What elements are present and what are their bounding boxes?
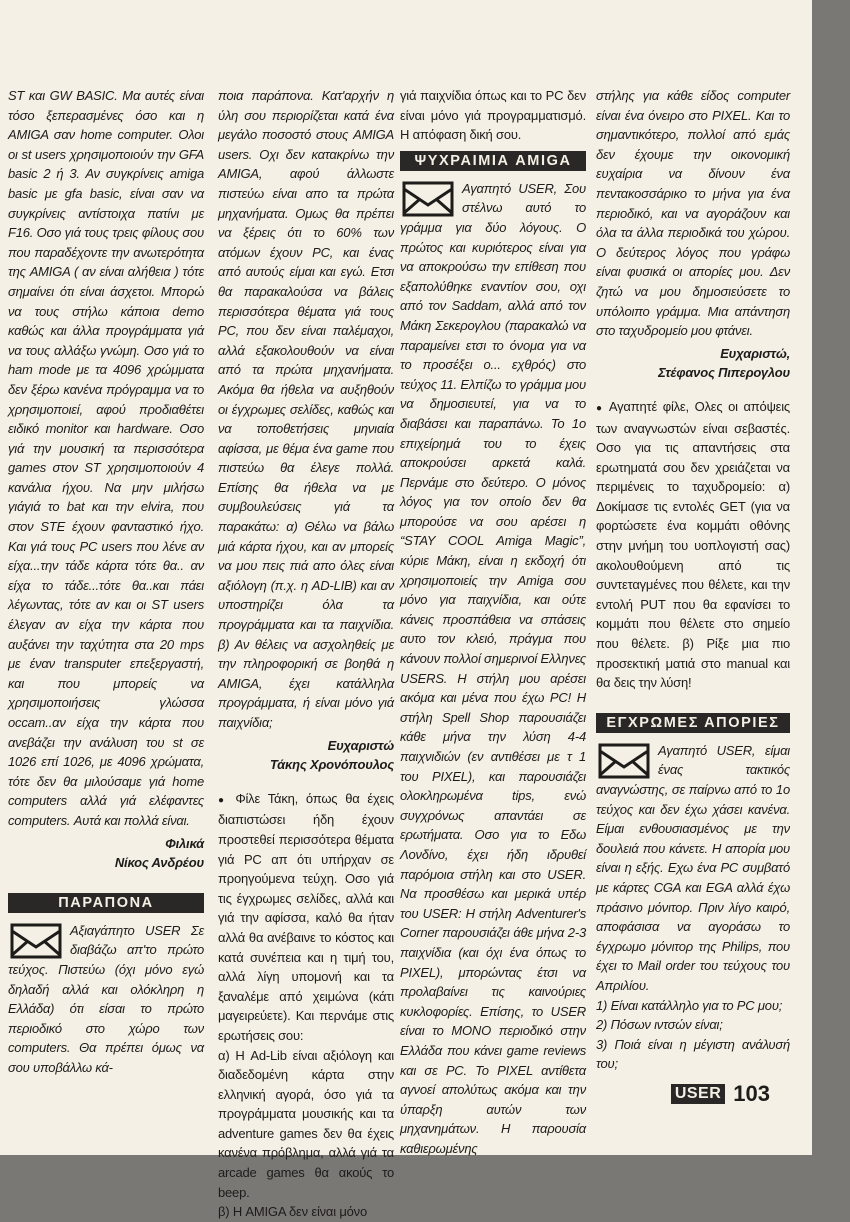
reply-text: γιά παιχνίδια όπως και το PC δεν είναι μόνο γιά προγραμματισμό. Η απόφαση δική σου. <box>400 88 586 143</box>
signature <box>596 344 790 383</box>
letter-text: ST και GW BASIC. Μα αυτές είναι τόσο ξεπερασμένες όσο και η AMIGA σαν home computer. Ολοι οι st users χρησιμοποιούν την GFA basic 2 ή 3. Αν συγκρίνεις amiga basic με gfa basic, είναι σαν να συγκρίνεις αντίστοιχα πατίνι με F16. Οσο γιά τους τρεις φίλους σου που παραδέχοντε την ανωτερότητα της AMIGA ( αν είναι αλήθεια ) τότε σημαίνει ότι είναι άσχετοι. Μπορώ να τους στήλω κάποια demo καθώς και άλλα προγράμματα γιά να τους αλλάξω γνώμη. Οσο γιά το ham mode με τα 4096 χρώμματα δεν ξέρω κανένα πρόγραμμα να το χρησιμοποιεί, αφού προδιαθέτει ειδικό monitor και hardware. Οσο γιά την μουσική τα περισσότερα games στον ST χρησιμοποιούν 4 κανάλια ήχου. Να μην μιλήσω γιάγιά το bat και την elvira, που στον STE έχουν φανταστικό ήχο. Και γιά τους PC users που λένε αν είχα...την τάδε κάρτα τότε θα.. αν είχα το τάδε...τότε θα..και πάει λέγωντας, τότε αν και οι ST users έλεγαν αν είχα την κάρτα που αυξάνει την ταχύτητα στα 20 mps με έναν transputer επεξεργαστή, και που μπορείς να χρησιμοποιήσεις γλώσσα occam..αν είχα την κάρτα που ανεβάζει την ανάλυση του st σε 1026 επί 1026, με 4096 χρώματα, τότε δεν θα μιλούσαμε γιά home computers αλλά γιά ελέφαντες computers. Αυτά και πολλά είναι. <box>8 88 204 828</box>
signature-greeting: Φιλικά <box>165 835 204 851</box>
envelope-icon <box>10 923 62 959</box>
section-header: ΨΥΧΡΑΙΜΙΑ AMIGA <box>400 151 586 171</box>
column-4 <box>596 86 790 1106</box>
signature-name: Στέφανος Πιπερογλου <box>658 365 790 381</box>
section-header: ΕΓΧΡΩΜΕΣ ΑΠΟΡΙΕΣ <box>596 713 790 733</box>
signature-name: Τάκης Χρονόπουλος <box>269 757 394 773</box>
reply-text: α) Η Ad-Lib είναι αξιόλογη και διαδεδομένη κάρτα στην ελληνική αγορά, όσο γιά τα προγράμματα μουσικής και τα adventure games δεν θα έχεις κανένα πρόβλημα, αλλά γιά τα arcade games θα ακούς το beep. <box>218 1047 394 1200</box>
signature-greeting: Ευχαριστώ, <box>720 345 790 361</box>
column-1 <box>8 86 204 1078</box>
envelope-icon <box>598 743 650 779</box>
page-number: 103 <box>733 1080 770 1106</box>
magazine-logo: USER <box>671 1084 725 1104</box>
question-2: 2) Πόσων ιντσών είναι; <box>596 1017 723 1033</box>
reply-text: ● Αγαπητέ φίλε, Ολες οι απόψεις των αναγνωστών είναι σεβαστές. Οσο για τις απαντήσεις στα ερωτηματά σου δεν χρειάζεται να περιμένεις το ταχυδρομείο: α) Δοκίμασε τις εντολές GET (για να φορτώσετε ένα κομμάτι οθόνης στην μνήμη του υοπλογιστή σας) ακολουθούμενη από τις συντεταγμένες που θέλετε, και την εντολή PUT που θα εφανίσει το κομμάτι που θέλετε στο σημείο που θέλετε. β) Ρίξε μια πιο προσεκτική ματιά στο manual και θα δεις την λύση! <box>596 397 790 693</box>
reply-text: ● Φίλε Τάκη, όπως θα έχεις διαπιστώσει ήδη έχουν προστεθεί περισσότερα θέματα γιά PC απ ότι υπήρχαν σε προηγούμενα τεύχη. Οσο γιά τις έγχρωμες σελίδες, αλλά και γιά την αφίσσα, καλό θα ήταν αλλά θα ανέβαινε το κόστος και κατά συνέπεια και η τιμή του, αλλά λίγη υπομονή και τα ξαναλέμε από χειμώνα (κάτι μαγειρεύετε). Και περνάμε στις ερωτήσεις σου: <box>218 789 394 1046</box>
envelope-icon <box>402 181 454 217</box>
question-3: 3) Ποιά είναι η μέγιστη ανάλυσή του; <box>596 1036 790 1072</box>
letter-text: Αγαπητό USER, Σου στέλνω αυτό το γράμμα για δύο λόγους. Ο πρώτος και κυριότερος είναι για να αποκρούσω την επίθεση που εξαπολύθηκε εναντίον σου, οχι από τον Saddam, αλλά από τον Μάκη Σεκερογλου (παρακαλώ να παραμείνει ετσι το όνομα για να το προσέξει ο... εχθρός) στο τεύχος 11. Ελπίζω το γράμμα μου να δημοσιευτεί, για να το διαβάσει και παραπάνω. Το 1ο επιχείρημά του το έχεις αποκρούσει αρκετά καλά. Περνάμε στο δεύτερο. Ο μόνος λόγος για τον οποίο δεν θα μπορούσε να σου αρέσει η “STAY COOL Amiga Magic”, κύριε Μάκη, είναι η εκδοχή ότι χρησιμοποιείς την Amiga σου μόνο για παιχνίδια, και ούτε κάνεις προσπάθεια να σπάσεις αυτο τον κλειό, πράγμα που κάνουν πολλοί σημερινοί Ελληνες USERS. Η στήλη μου αρέσει ακόμα και μένα που έχω PC! Η στήλη Spell Shop παρουσιάζει κάθε μήνα την λύση 4-4 παιχνιδιών (εν αντιθέσει με τ 1 του PIXEL), και παρουσιάζει ολοκληρωμένα tips, ενώ συγχρόνως απαντάει σε ερωτήματα. Οσο για το Εδω Λονδίνο, έχει ήδη ιδρυθεί παρόμοια στήλη και στο USER. Να προσθέσω και μερικά υπέρ του USER: Η στήλη Adventurer's Corner παρουσιάζει άθε μήνα 2-3 παιχνίδια (και όχι ένα όπως το PIXEL), μπορώντας έτσι να προλαβαίνει τις καινούριες κυκλοφορίες. Επίσης, το USER είναι το MONO περιοδικό στην Ελλάδα που κάνει game reviews και σε PC. Το PIXEL αντίθετα αγνοεί απολύτως ακόμα και την ύπαρξη αυτών των μηχανημάτων. Η παρουσία καθιερωμένης <box>400 180 586 1156</box>
signature-greeting: Ευχαριστώ <box>327 737 394 753</box>
column-2 <box>218 86 394 1222</box>
reply-text: β) Η AMIGA δεν είναι μόνο <box>218 1204 368 1220</box>
signature-name: Νίκος Ανδρέου <box>114 855 204 871</box>
letter-text: ποια παράπονα. Κατ'αρχήν η ύλη σου περιορίζεται κατά ένα μεγάλο ποσοστό στους AMIGA users. Οχι δεν κατακρίνω την AMIGA, αφού άλλωστε πιστεύω είναι απο τα πρώτα μηχανήματα. Ομως θα πρέπει να ξέρεις ότι το 60% των ατόμων έχουν PC, και ένας από αυτούς είμαι και εγώ. Ετσι θα παρακαλούσα να βάλεις περισσότερα θέματα γιά τους PC, που δεν είναι παλέμαχοι, αλλά εξακολουθούν να είναι από τα πρώτα μηχανήματα. Ακόμα θα ήθελα να αυξηθούν οι έγχρωμες σελίδες, καθώς και να τοποθετήσεις μηνιαία αφίσσα, με θέμα ένα game που πιστεύω θα έλεγε πολλά. Επίσης θα ήθελα να με συμβουλεύσεις γιά τα παρακάτω: α) Θέλω να βάλω μιά κάρτα ήχου, και αν μπορείς να μου πεις πιά απο όλες είναι αξιόλογη (π.χ. η AD-LIB) και αν υποστηρίζει όλα τα προγράμματα και τα παιχνίδια. β) Αν θέλεις να ασχοληθείς με την πληροφορική σε βοηθά η AMIGA, έχει κατάλληλα προγράμματα, ή είναι μόνο γιά παιχνίδια; <box>218 88 394 730</box>
letter-text: Αξιαγάπητο USER Σε διαβάζω απ'το πρώτο τεύχος. Πιστεύω (όχι μόνο εγώ δηλαδή αλλά και ολόκληρη η Ελλάδα) ότι είσαι το πρώτο περιοδικό στο χώρο των computers. Θα πρέπει όμως να σου υποβάλλω κά- <box>8 922 204 1075</box>
question-1: 1) Είναι κατάλληλο για το PC μου; <box>596 997 783 1013</box>
letter-text: στήλης για κάθε είδος computer είναι ένα όνειρο στο PIXEL. Και το σημαντικότερο, πολλοί από εμάς δεν έχουμε την οικονομική ευχαίρια να δίνουν ένα πεντακοσσάρικο το μήνα για ένα περιοδικό, και να αγοράζουν και όλα τα άλλα περιοδικά του χώρου. Ο δεύτερος λόγος που γράφω είναι φυσικά οι απορίες μου. Δεν ζητώ να μου δημοσιεύσετε το υπόλοιπο γράμμα. Μια απάντηση στο ταχυδρομείο μου φτάνει. <box>596 88 790 339</box>
signature <box>8 834 204 873</box>
page-footer <box>596 1082 790 1106</box>
section-header: ΠΑΡΑΠΟΝΑ <box>8 893 204 913</box>
letter-text: Αγαπητό USER, είμαι ένας τακτικός αναγνώστης, σε παίρνω από το 1ο τεύχος και δεν έχω χάσει κανένα. Είμαι ενθουσιασμένος με την δουλειά που κάνετε. Η απορία μου είναι η εξής. Εχω ένα PC συμβατό με κάρτες CGA και EGA αλλά έχω πράσινο μόνιτορ. Πριν λίγο καιρό, αποφάσισα να αγοράσω το έγχρωμο μόνιτορ της Philips, που έχει το Mail order του τεύχους του Απριλίου. <box>596 742 790 993</box>
signature <box>218 736 394 775</box>
column-3 <box>400 86 586 1158</box>
